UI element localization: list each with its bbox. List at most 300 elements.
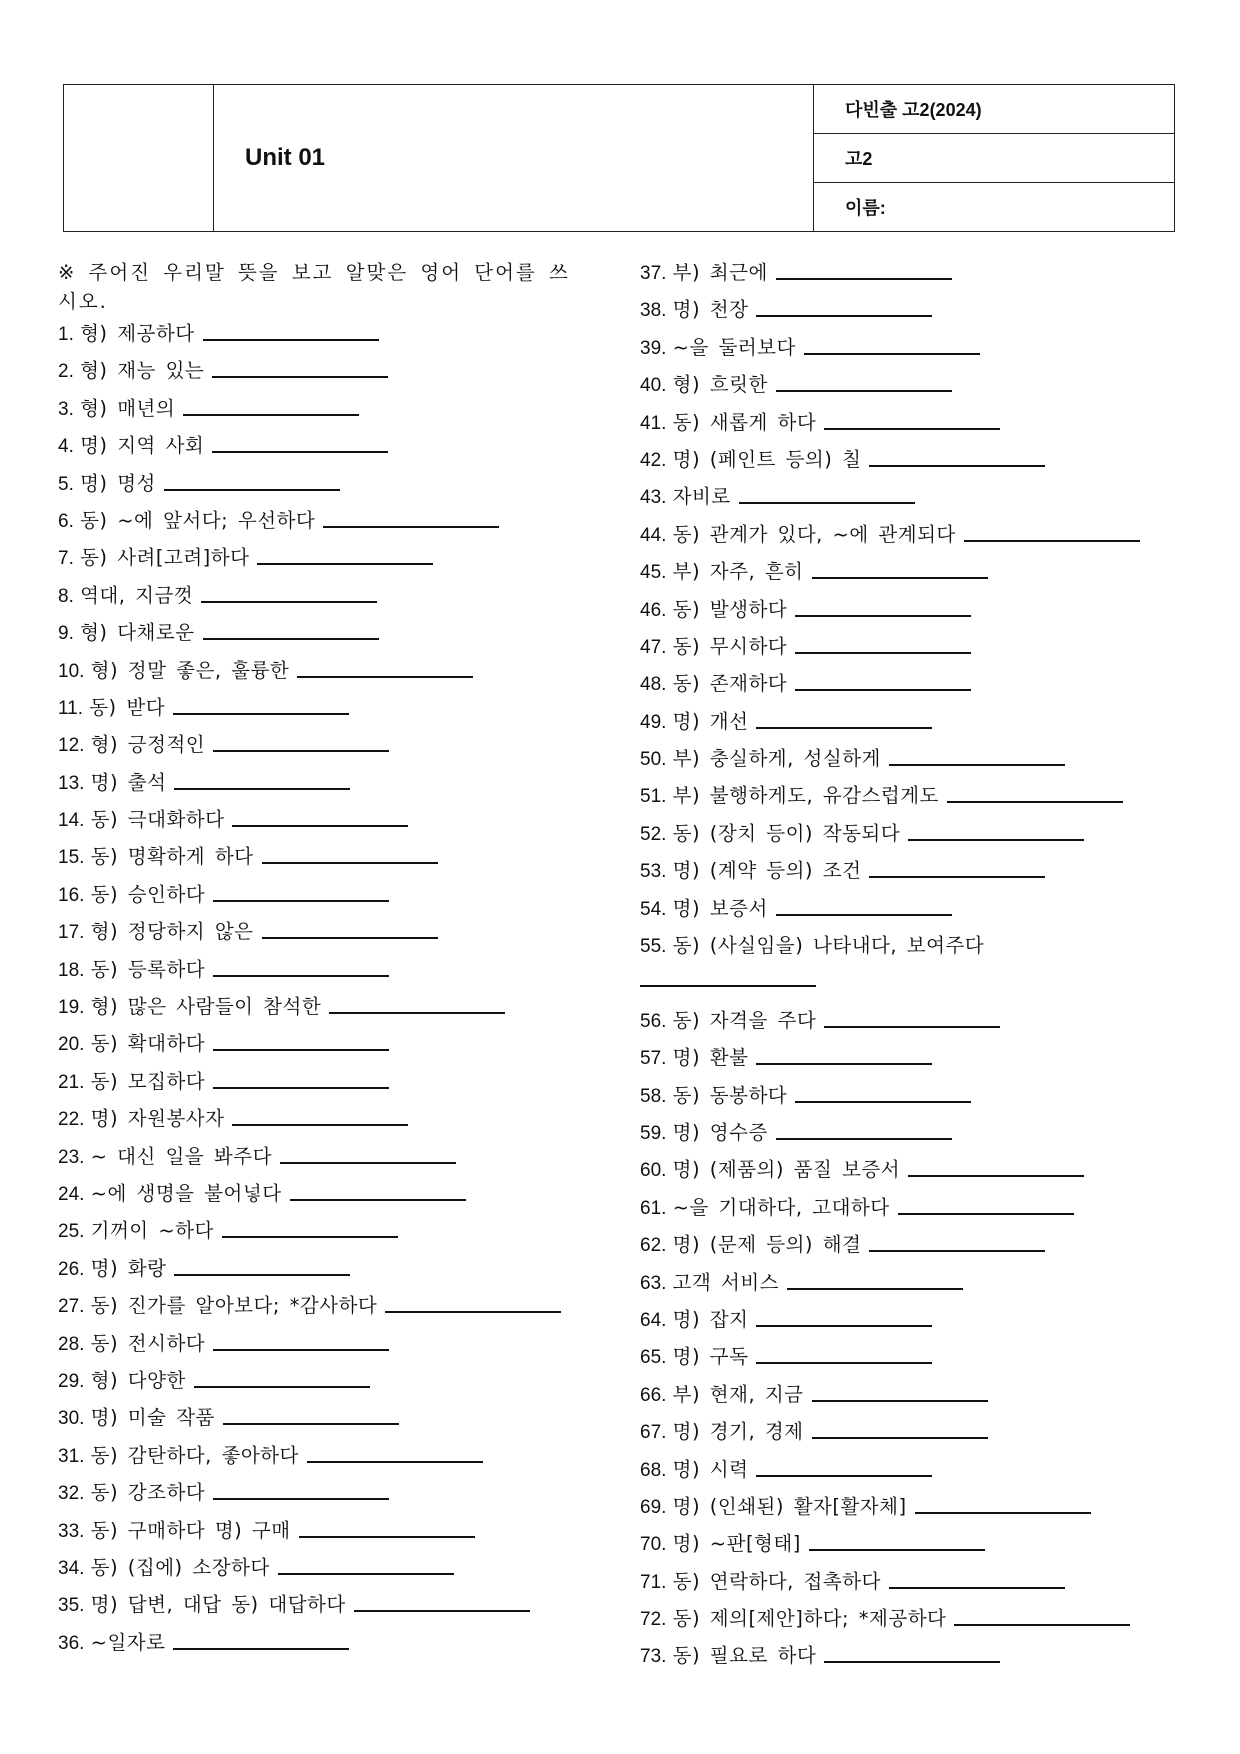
item-number: 16. — [58, 884, 85, 906]
item-meaning: 동) 감탄하다, 좋아하다 — [90, 1443, 299, 1467]
item-meaning: 명) (문제 등의) 해결 — [672, 1233, 862, 1257]
item-number: 58. — [640, 1085, 667, 1107]
answer-blank[interactable] — [824, 428, 1000, 430]
vocab-item — [58, 1029, 588, 1066]
item-meaning: 명) 지역 사회 — [80, 434, 205, 458]
vocab-item — [640, 1193, 1200, 1230]
vocab-item — [58, 319, 588, 356]
vocab-item — [58, 1553, 588, 1590]
item-number: 1. — [58, 324, 74, 345]
item-number: 21. — [58, 1071, 85, 1093]
item-meaning: 형) 다채로운 — [80, 621, 195, 645]
instruction-text: ※ 주어진 우리말 뜻을 보고 알맞은 영어 단어를 쓰시오. — [58, 261, 570, 313]
item-number: 64. — [640, 1309, 667, 1331]
item-number: 41. — [640, 412, 667, 434]
item-meaning: 동) 동봉하다 — [672, 1083, 788, 1107]
answer-blank[interactable] — [213, 1498, 389, 1500]
answer-blank[interactable] — [299, 1536, 475, 1538]
item-meaning: 동) (사실임을) 나타내다, 보여주다 — [672, 934, 985, 958]
item-number: 47. — [640, 636, 667, 658]
answer-blank[interactable] — [174, 1274, 350, 1276]
answer-blank[interactable] — [212, 376, 388, 378]
item-number: 52. — [640, 823, 667, 845]
item-number: 44. — [640, 524, 667, 546]
answer-blank[interactable] — [278, 1573, 454, 1575]
vocab-item — [640, 1529, 1200, 1566]
item-meaning: 명) 개선 — [672, 709, 749, 733]
item-number: 14. — [58, 810, 85, 832]
answer-blank[interactable] — [262, 862, 438, 864]
vocab-item — [58, 917, 588, 954]
vocab-item — [58, 1628, 588, 1665]
answer-blank[interactable] — [776, 914, 952, 916]
item-meaning: 명) 시력 — [672, 1457, 749, 1481]
item-meaning: 자비로 — [672, 485, 731, 509]
vocab-item — [640, 445, 1200, 482]
item-meaning: ~에 생명을 불어넣다 — [90, 1181, 282, 1205]
vocab-item — [640, 1155, 1200, 1192]
vocab-item — [640, 595, 1200, 632]
item-meaning: 동) 관계가 있다, ~에 관계되다 — [672, 522, 956, 546]
vocab-item — [58, 1254, 588, 1291]
item-meaning: 명) 출석 — [90, 770, 167, 794]
item-number: 19. — [58, 997, 85, 1019]
item-meaning: 명) (인쇄된) 활자[활자체] — [672, 1494, 907, 1518]
answer-blank[interactable] — [898, 1213, 1074, 1215]
item-meaning: 동) 발생하다 — [672, 597, 788, 621]
answer-blank[interactable] — [280, 1162, 456, 1164]
item-number: 10. — [58, 660, 85, 682]
answer-blank[interactable] — [776, 278, 952, 280]
answer-blank[interactable] — [232, 1124, 408, 1126]
answer-blank[interactable] — [232, 825, 408, 827]
item-meaning: 동) 강조하다 — [90, 1481, 206, 1505]
answer-blank[interactable] — [824, 1661, 1000, 1663]
item-number: 36. — [58, 1632, 85, 1654]
answer-blank[interactable] — [795, 1101, 971, 1103]
item-number: 53. — [640, 861, 667, 883]
answer-blank[interactable] — [756, 1063, 932, 1065]
answer-blank[interactable] — [173, 1648, 349, 1650]
item-meaning: 명) 천장 — [672, 298, 749, 322]
item-number: 5. — [58, 473, 74, 495]
source-label: 다빈출 고2(2024) — [814, 85, 1174, 134]
item-number: 20. — [58, 1034, 85, 1056]
item-meaning: 형) 긍정적인 — [90, 733, 206, 757]
item-meaning: 동) 연락하다, 접촉하다 — [672, 1569, 881, 1593]
item-number: 15. — [58, 847, 85, 869]
vocab-item — [640, 894, 1200, 931]
vocab-item — [58, 768, 588, 805]
vocab-item — [640, 819, 1200, 856]
item-number: 12. — [58, 735, 85, 757]
item-number: 69. — [640, 1496, 667, 1518]
answer-blank[interactable] — [756, 1325, 932, 1327]
item-number: 43. — [640, 487, 667, 509]
vocab-item — [640, 1230, 1200, 1267]
grade-label: 고2 — [814, 134, 1174, 183]
header-info-cells — [814, 85, 1174, 231]
vocab-item — [58, 1478, 588, 1515]
answer-blank[interactable] — [908, 839, 1084, 841]
item-meaning: 명) 경기, 경제 — [672, 1420, 804, 1444]
item-meaning: 명) (계약 등의) 조건 — [672, 859, 862, 883]
answer-blank[interactable] — [869, 465, 1045, 467]
vocab-item — [58, 394, 588, 431]
name-field-label[interactable]: 이름: — [845, 198, 886, 218]
answer-blank[interactable] — [164, 489, 340, 491]
vocab-item — [58, 1067, 588, 1104]
vocab-item — [58, 1104, 588, 1141]
item-meaning: 동) 진가를 알아보다; *감사하다 — [90, 1294, 378, 1318]
item-meaning: 명) 잡지 — [672, 1307, 749, 1331]
item-number: 24. — [58, 1183, 85, 1205]
answer-blank[interactable] — [776, 390, 952, 392]
vocab-item — [640, 1417, 1200, 1454]
unit-title: Unit 01 — [214, 85, 814, 231]
answer-blank[interactable] — [908, 1175, 1084, 1177]
item-meaning: 명) 명성 — [80, 471, 156, 495]
item-meaning: 명) ~판[형태] — [672, 1532, 801, 1556]
item-number: 34. — [58, 1557, 85, 1579]
vocab-item — [58, 1441, 588, 1478]
vocab-item — [640, 1118, 1200, 1155]
item-meaning: 동) (집에) 소장하다 — [90, 1555, 270, 1579]
vocab-item — [58, 1516, 588, 1553]
item-meaning: 동) 무시하다 — [672, 634, 788, 658]
vocab-item — [640, 295, 1200, 332]
answer-blank[interactable] — [323, 526, 499, 528]
vocab-item — [58, 1216, 588, 1253]
answer-blank[interactable] — [222, 1236, 398, 1238]
item-meaning: 동) 확대하다 — [90, 1032, 206, 1056]
answer-blank[interactable] — [787, 1288, 963, 1290]
vocab-item — [58, 842, 588, 879]
item-meaning: 역대, 지금껏 — [80, 583, 194, 607]
answer-blank[interactable] — [173, 713, 349, 715]
vocab-column-right — [640, 258, 1200, 1679]
item-number: 56. — [640, 1010, 667, 1032]
item-meaning: 동) 모집하다 — [90, 1069, 206, 1093]
vocab-item — [58, 1329, 588, 1366]
vocab-item — [58, 431, 588, 468]
vocab-item — [640, 1567, 1200, 1604]
answer-blank[interactable] — [739, 502, 915, 504]
item-meaning: 부) 현재, 지금 — [672, 1382, 804, 1406]
item-number: 39. — [640, 337, 667, 359]
answer-blank[interactable] — [297, 676, 473, 678]
item-meaning: 동) 필요로 하다 — [672, 1644, 817, 1668]
vocab-item — [640, 1043, 1200, 1080]
item-meaning: 형) 정당하지 않은 — [90, 920, 254, 944]
item-meaning: 동) (장치 등이) 작동되다 — [672, 821, 901, 845]
answer-blank[interactable] — [889, 1587, 1065, 1589]
vocab-item — [640, 781, 1200, 818]
answer-blank[interactable] — [809, 1549, 985, 1551]
vocab-item — [640, 1305, 1200, 1342]
item-number: 62. — [640, 1235, 667, 1257]
item-number: 42. — [640, 449, 667, 471]
vocab-item — [58, 1590, 588, 1627]
item-number: 31. — [58, 1445, 85, 1467]
item-number: 35. — [58, 1595, 85, 1617]
vocab-item — [640, 1380, 1200, 1417]
item-meaning: 부) 최근에 — [672, 261, 768, 284]
vocab-item — [58, 618, 588, 655]
vocab-item — [640, 520, 1200, 557]
answer-blank[interactable] — [795, 652, 971, 654]
item-meaning: 명) 보증서 — [672, 896, 768, 920]
answer-blank[interactable] — [183, 414, 359, 416]
item-number: 67. — [640, 1422, 667, 1444]
vocab-item — [640, 744, 1200, 781]
item-meaning: 명) 영수증 — [672, 1121, 768, 1144]
item-number: 3. — [58, 398, 74, 420]
vocab-item — [640, 1006, 1200, 1043]
item-number: 65. — [640, 1347, 667, 1369]
item-number: 54. — [640, 898, 667, 920]
vocab-item — [640, 408, 1200, 445]
item-meaning: 고객 서비스 — [672, 1270, 780, 1294]
vocab-item — [640, 482, 1200, 519]
vocab-item — [58, 1403, 588, 1440]
vocab-item — [58, 469, 588, 506]
answer-blank[interactable] — [257, 563, 433, 565]
item-meaning: 형) 재능 있는 — [80, 359, 205, 383]
answer-blank[interactable] — [964, 540, 1140, 542]
item-meaning: 부) 충실하게, 성실하게 — [672, 747, 881, 771]
vocab-item — [58, 1366, 588, 1403]
vocab-item — [58, 992, 588, 1029]
item-number: 2. — [58, 361, 74, 383]
answer-blank[interactable] — [795, 689, 971, 691]
answer-blank[interactable] — [889, 764, 1065, 766]
item-meaning: 동) 제의[제안]하다; *제공하다 — [672, 1607, 947, 1631]
item-meaning: 형) 다양한 — [90, 1368, 186, 1392]
item-meaning: 동) 전시하다 — [90, 1331, 206, 1355]
answer-blank[interactable] — [869, 1250, 1045, 1252]
answer-blank[interactable] — [329, 1012, 505, 1014]
vocab-item — [640, 856, 1200, 893]
vocab-item — [640, 1604, 1200, 1641]
answer-blank[interactable] — [213, 900, 389, 902]
vocab-item — [640, 1342, 1200, 1379]
answer-blank[interactable] — [812, 577, 988, 579]
vocab-item — [58, 693, 588, 730]
vocab-item — [58, 730, 588, 767]
item-meaning: 동) 등록하다 — [90, 957, 206, 981]
answer-blank[interactable] — [223, 1423, 399, 1425]
answer-blank[interactable] — [354, 1610, 530, 1612]
answer-blank[interactable] — [290, 1199, 466, 1201]
vocab-item — [640, 258, 1200, 295]
answer-blank[interactable] — [385, 1311, 561, 1313]
answer-blank[interactable] — [203, 638, 379, 640]
item-number: 18. — [58, 959, 85, 981]
item-meaning: 동) 명확하게 하다 — [90, 845, 254, 869]
answer-blank[interactable] — [756, 1362, 932, 1364]
item-number: 57. — [640, 1048, 667, 1070]
vocab-item — [640, 1081, 1200, 1118]
vocab-item — [640, 1268, 1200, 1305]
item-number: 40. — [640, 375, 667, 397]
item-number: 8. — [58, 585, 74, 607]
item-number: 17. — [58, 922, 85, 944]
answer-blank[interactable] — [812, 1437, 988, 1439]
item-meaning: 동) 구매하다 명) 구매 — [90, 1518, 291, 1542]
vocab-item — [58, 656, 588, 693]
item-meaning: 동) 자격을 주다 — [672, 1008, 817, 1032]
vocab-item — [58, 805, 588, 842]
vocab-item — [58, 1142, 588, 1179]
answer-blank[interactable] — [776, 1138, 952, 1140]
vocab-item — [640, 632, 1200, 669]
item-meaning: 형) 흐릿한 — [672, 373, 768, 397]
answer-blank[interactable] — [213, 1349, 389, 1351]
item-meaning: 부) 불행하게도, 유감스럽게도 — [672, 784, 939, 808]
vocab-item — [640, 707, 1200, 744]
vocab-item — [58, 581, 588, 618]
answer-blank[interactable] — [954, 1624, 1130, 1626]
answer-blank[interactable] — [640, 985, 816, 987]
vocab-item — [640, 1455, 1200, 1492]
item-number: 7. — [58, 548, 74, 570]
item-meaning: 명) 화랑 — [90, 1256, 167, 1280]
item-number: 6. — [58, 510, 74, 532]
item-meaning: 동) ~에 앞서다; 우선하다 — [80, 508, 316, 532]
item-number: 70. — [640, 1534, 667, 1556]
vocab-item — [640, 1641, 1200, 1678]
item-number: 50. — [640, 749, 667, 771]
item-meaning: 기꺼이 ~하다 — [90, 1219, 214, 1243]
item-number: 9. — [58, 623, 74, 645]
answer-blank[interactable] — [756, 727, 932, 729]
answer-blank[interactable] — [804, 353, 980, 355]
item-meaning: 명) 환불 — [672, 1046, 749, 1070]
vocab-item — [58, 543, 588, 580]
item-meaning: 형) 정말 좋은, 훌륭한 — [90, 658, 290, 682]
vocab-item — [640, 931, 1200, 1006]
item-number: 37. — [640, 263, 667, 284]
answer-blank[interactable] — [262, 937, 438, 939]
answer-blank[interactable] — [194, 1386, 370, 1388]
item-number: 60. — [640, 1160, 667, 1182]
item-number: 27. — [58, 1296, 85, 1318]
item-number: 29. — [58, 1370, 85, 1392]
item-number: 46. — [640, 599, 667, 621]
item-meaning: 부) 자주, 흔히 — [672, 560, 804, 584]
item-number: 38. — [640, 300, 667, 322]
vocab-item — [58, 880, 588, 917]
item-meaning: ~을 기대하다, 고대하다 — [672, 1195, 890, 1219]
item-number: 71. — [640, 1571, 667, 1593]
item-number: 25. — [58, 1221, 85, 1243]
item-meaning: 동) 받다 — [89, 695, 166, 719]
item-number: 48. — [640, 674, 667, 696]
answer-blank[interactable] — [203, 339, 379, 341]
item-number: 32. — [58, 1483, 85, 1505]
answer-blank[interactable] — [756, 1475, 932, 1477]
answer-blank[interactable] — [824, 1026, 1000, 1028]
answer-blank[interactable] — [201, 601, 377, 603]
item-meaning: 명) 구독 — [672, 1345, 749, 1369]
answer-blank[interactable] — [869, 876, 1045, 878]
answer-blank[interactable] — [307, 1461, 483, 1463]
vocab-item — [640, 333, 1200, 370]
item-number: 11. — [58, 697, 84, 719]
header-blank-cell — [64, 85, 214, 231]
vocab-item — [58, 506, 588, 543]
item-meaning: 명) (제품의) 품질 보증서 — [672, 1158, 901, 1182]
answer-blank[interactable] — [174, 788, 350, 790]
answer-blank[interactable] — [795, 615, 971, 617]
item-meaning: 형) 매년의 — [80, 396, 176, 420]
vocab-item — [640, 669, 1200, 706]
item-number: 28. — [58, 1333, 85, 1355]
vocab-item — [58, 356, 588, 393]
item-number: 63. — [640, 1272, 667, 1294]
worksheet-header-table — [63, 84, 1175, 232]
vocab-item — [640, 557, 1200, 594]
item-meaning: ~일자로 — [90, 1630, 166, 1654]
item-meaning: 동) 사려[고려]하다 — [80, 546, 250, 570]
item-number: 73. — [640, 1646, 667, 1668]
vocab-item — [58, 1179, 588, 1216]
item-meaning: 동) 극대화하다 — [90, 808, 225, 832]
item-number: 22. — [58, 1109, 85, 1131]
answer-blank[interactable] — [947, 801, 1123, 803]
answer-blank[interactable] — [213, 1049, 389, 1051]
item-meaning: 명) 자원봉사자 — [90, 1107, 225, 1131]
item-meaning: 명) 답변, 대답 동) 대답하다 — [90, 1593, 346, 1617]
item-number: 55. — [640, 936, 667, 958]
item-number: 68. — [640, 1459, 667, 1481]
item-number: 45. — [640, 562, 667, 584]
item-meaning: 명) 미술 작품 — [90, 1406, 215, 1430]
item-number: 51. — [640, 786, 667, 808]
answer-blank[interactable] — [812, 1400, 988, 1402]
item-meaning: 형) 많은 사람들이 참석한 — [90, 995, 322, 1019]
vocab-item — [58, 955, 588, 992]
item-meaning: 명) (페인트 등의) 칠 — [672, 447, 862, 471]
item-meaning: 형) 제공하다 — [80, 322, 195, 345]
item-number: 72. — [640, 1609, 667, 1631]
item-number: 4. — [58, 436, 74, 458]
vocab-column-left — [58, 258, 588, 1665]
vocab-item — [640, 370, 1200, 407]
answer-blank[interactable] — [756, 315, 932, 317]
vocab-item — [58, 1291, 588, 1328]
item-meaning: 동) 새롭게 하다 — [672, 410, 817, 434]
item-number: 23. — [58, 1146, 85, 1168]
item-number: 26. — [58, 1258, 85, 1280]
item-meaning: 동) 존재하다 — [672, 672, 788, 696]
answer-blank[interactable] — [213, 750, 389, 752]
item-number: 66. — [640, 1384, 667, 1406]
answer-blank[interactable] — [213, 1087, 389, 1089]
item-number: 33. — [58, 1520, 85, 1542]
item-number: 61. — [640, 1197, 667, 1219]
answer-blank[interactable] — [915, 1512, 1091, 1514]
vocab-item — [640, 1492, 1200, 1529]
item-number: 49. — [640, 711, 667, 733]
item-number: 59. — [640, 1123, 667, 1144]
item-meaning: ~을 둘러보다 — [672, 335, 796, 359]
answer-blank[interactable] — [212, 451, 388, 453]
answer-blank[interactable] — [213, 975, 389, 977]
item-number: 30. — [58, 1408, 85, 1430]
item-number: 13. — [58, 772, 85, 794]
